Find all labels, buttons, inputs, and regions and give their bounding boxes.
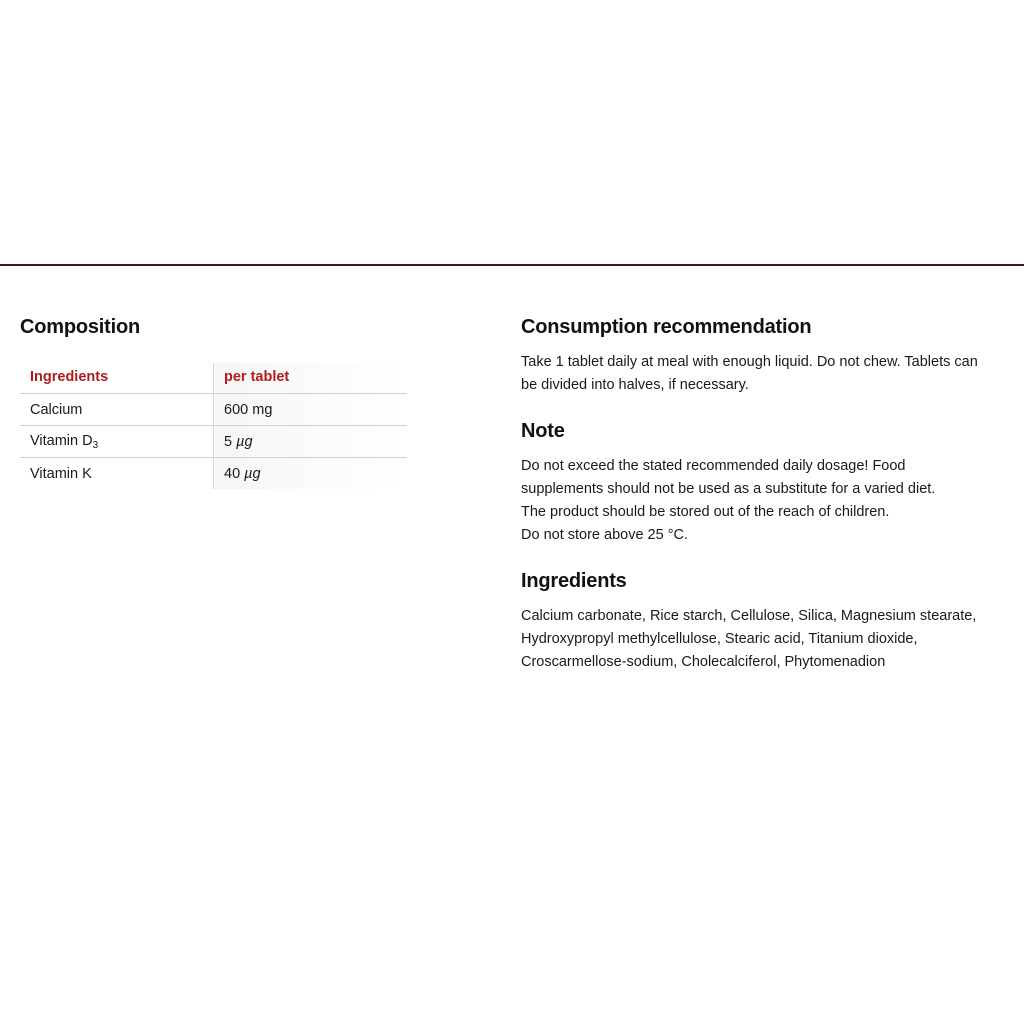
note-line: supplements should not be used as a substitute for a varied diet. xyxy=(521,481,936,498)
note-title: Note xyxy=(521,420,565,443)
ingredient-name xyxy=(20,394,214,426)
consumption-line: be divided into halves, if necessary. xyxy=(521,376,749,393)
amount-value: 40 xyxy=(224,465,241,482)
header-per-tablet: per tablet xyxy=(214,363,408,394)
ingredient-amount xyxy=(214,394,408,426)
note-line: Do not exceed the stated recommended daily dosage! Food xyxy=(521,458,906,475)
info-column xyxy=(521,316,1011,697)
ingredients-line: Croscarmellose-sodium, Cholecalciferol, Phytomenadion xyxy=(521,653,886,670)
composition-table xyxy=(20,363,407,489)
amount-value: 600 xyxy=(224,401,249,418)
section-divider xyxy=(0,264,1024,266)
ingredient-name-text: Vitamin D xyxy=(30,432,93,449)
amount-unit: µg xyxy=(244,465,261,482)
consumption-title: Consumption recommendation xyxy=(521,316,812,338)
note-text xyxy=(521,455,1011,546)
ingredient-amount xyxy=(214,426,408,458)
ingredient-subscript: 3 xyxy=(92,439,99,451)
amount-unit: mg xyxy=(252,401,273,418)
ingredient-name-text: Calcium xyxy=(30,401,83,418)
composition-title: Composition xyxy=(20,316,141,338)
ingredient-amount xyxy=(214,458,408,490)
ingredients-line: Calcium carbonate, Rice starch, Cellulose, Silica, Magnesium stearate, xyxy=(521,608,977,625)
ingredient-name xyxy=(20,426,214,458)
table-row xyxy=(20,426,407,458)
consumption-line: Take 1 tablet daily at meal with enough liquid. Do not chew. Tablets can xyxy=(521,354,978,370)
ingredients-line: Hydroxypropyl methylcellulose, Stearic acid, Titanium dioxide, xyxy=(521,630,918,647)
table-row xyxy=(20,394,407,426)
ingredients-title: Ingredients xyxy=(521,570,627,593)
composition-section xyxy=(20,316,420,489)
ingredients-text xyxy=(521,605,1011,673)
note-line: The product should be stored out of the reach of children. xyxy=(521,503,890,520)
ingredient-name xyxy=(20,458,214,490)
header-ingredients: Ingredients xyxy=(20,363,214,394)
amount-unit: µg xyxy=(236,433,253,450)
ingredient-name-text: Vitamin K xyxy=(30,465,92,482)
consumption-text xyxy=(521,351,1011,396)
table-header-row xyxy=(20,363,407,394)
note-line: Do not store above 25 °C. xyxy=(521,526,689,543)
table-row xyxy=(20,458,407,490)
amount-value: 5 xyxy=(224,433,233,450)
